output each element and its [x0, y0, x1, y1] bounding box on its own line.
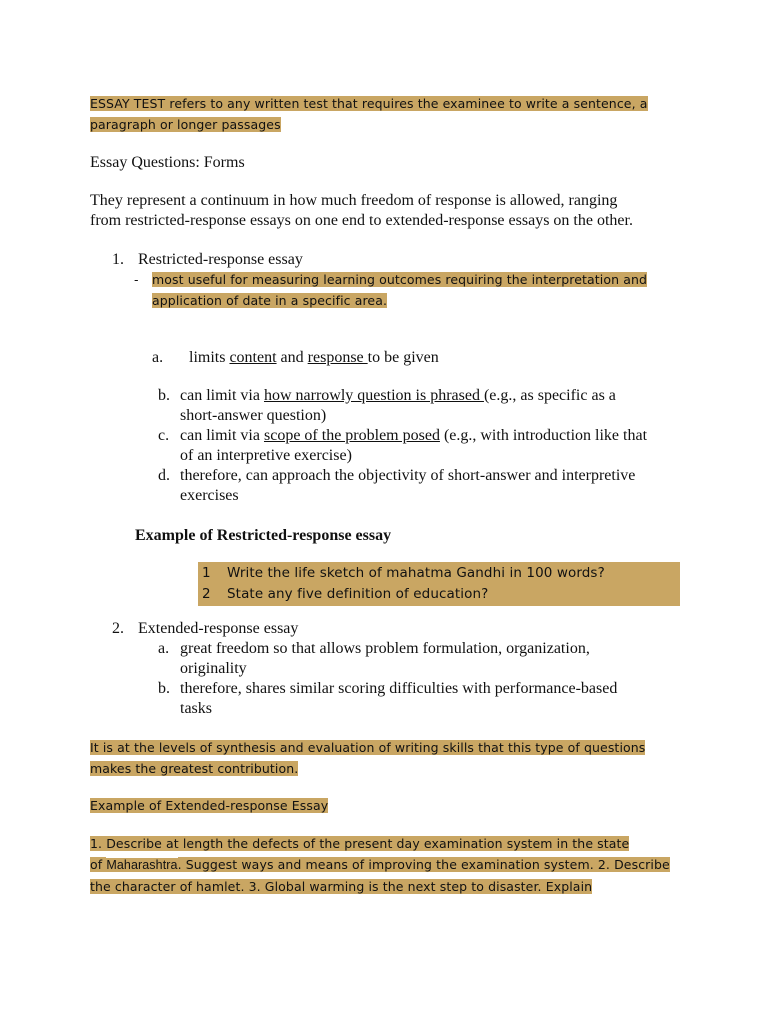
item-b-line-2: short-answer question)	[180, 407, 327, 424]
extended-heading	[112, 619, 298, 639]
item-b-post: (e.g., as specific as a	[483, 387, 616, 404]
example-question-2	[202, 584, 488, 605]
extended-b-line-1: therefore, shares similar scoring difficulties with performance-based	[180, 680, 618, 697]
intro-line-1: ESSAY TEST refers to any written test that requires the examinee to write a sentence, a	[90, 96, 648, 111]
synthesis-paragraph	[90, 737, 645, 779]
restricted-item-a	[152, 348, 439, 368]
intro-paragraph	[90, 93, 648, 135]
question-2-text: State any five definition of education?	[227, 586, 489, 602]
extended-examples-line-1: 1. Describe at length the defects of the present day examination system in the state	[90, 836, 630, 851]
question-2-number: 2	[202, 586, 211, 602]
restricted-item-b	[180, 386, 616, 426]
restricted-item-d-marker: d.	[158, 467, 170, 484]
extended-examples	[90, 833, 670, 897]
question-1-number: 1	[202, 565, 211, 581]
extended-examples-place: Maharashtra	[106, 858, 178, 872]
restricted-item-c	[180, 426, 647, 466]
extended-examples-line-2-post: . Suggest ways and means of improving the examination system. 2. Describe	[177, 857, 670, 872]
example-extended-heading	[90, 795, 328, 816]
forms-heading: Essay Questions: Forms	[90, 154, 245, 171]
extended-b-line-2: tasks	[180, 700, 212, 717]
synthesis-line-2: makes the greatest contribution.	[90, 761, 299, 776]
item-a-content: content	[229, 349, 277, 366]
extended-item-b-marker: b.	[158, 680, 170, 697]
item-d-line-1: therefore, can approach the objectivity of short-answer and interpretive	[180, 467, 636, 484]
item-c-pre: can limit via	[180, 427, 264, 444]
restricted-item-b-marker: b.	[158, 387, 170, 404]
item-c-underlined: scope of the problem posed	[263, 427, 440, 444]
extended-examples-line-2-pre: of	[90, 857, 107, 872]
restricted-item-c-marker: c.	[158, 427, 170, 444]
restricted-dash: -	[134, 272, 139, 287]
restricted-note-line-2: application of date in a specific area.	[152, 293, 388, 308]
extended-number: 2.	[112, 620, 124, 637]
synthesis-line-1: It is at the levels of synthesis and evaluation of writing skills that this type of questions	[90, 740, 646, 755]
extended-item-a	[180, 639, 590, 679]
continuum-paragraph	[90, 191, 633, 231]
extended-title: Extended-response essay	[138, 620, 299, 637]
restricted-title: Restricted-response essay	[138, 251, 303, 268]
item-a-marker: a.	[152, 349, 164, 366]
intro-line-2: paragraph or longer passages	[90, 117, 281, 132]
item-b-underlined: how narrowly question is phrased	[263, 387, 484, 404]
restricted-note	[152, 269, 647, 311]
restricted-heading	[112, 250, 303, 270]
example-restricted-heading: Example of Restricted-response essay	[135, 527, 392, 544]
item-a-post: to be given	[367, 349, 439, 366]
item-a-response: response	[307, 349, 368, 366]
extended-a-line-1: great freedom so that allows problem formulation, organization,	[180, 640, 590, 657]
item-c-post: (e.g., with introduction like that	[439, 427, 648, 444]
continuum-line-2: from restricted-response essays on one end to extended-response essays on the other.	[90, 212, 633, 229]
restricted-note-line-1: most useful for measuring learning outcomes requiring the interpretation and	[152, 272, 648, 287]
example-extended-heading-text: Example of Extended-response Essay	[90, 798, 329, 813]
continuum-line-1: They represent a continuum in how much freedom of response is allowed, ranging	[90, 192, 618, 209]
example-question-1	[202, 563, 605, 584]
item-a-pre: limits	[189, 349, 230, 366]
extended-examples-line-3: the character of hamlet. 3. Global warming is the next step to disaster. Explain	[90, 879, 593, 894]
extended-item-b	[180, 679, 617, 719]
example-restricted-box	[198, 562, 680, 606]
item-d-line-2: exercises	[180, 487, 239, 504]
restricted-item-d	[180, 466, 635, 506]
extended-item-a-marker: a.	[158, 640, 170, 657]
item-a-mid: and	[276, 349, 308, 366]
question-1-text: Write the life sketch of mahatma Gandhi in 100 words?	[227, 565, 605, 581]
item-b-pre: can limit via	[180, 387, 264, 404]
extended-a-line-2: originality	[180, 660, 247, 677]
restricted-number: 1.	[112, 251, 124, 268]
item-c-line-2: of an interpretive exercise)	[180, 447, 352, 464]
